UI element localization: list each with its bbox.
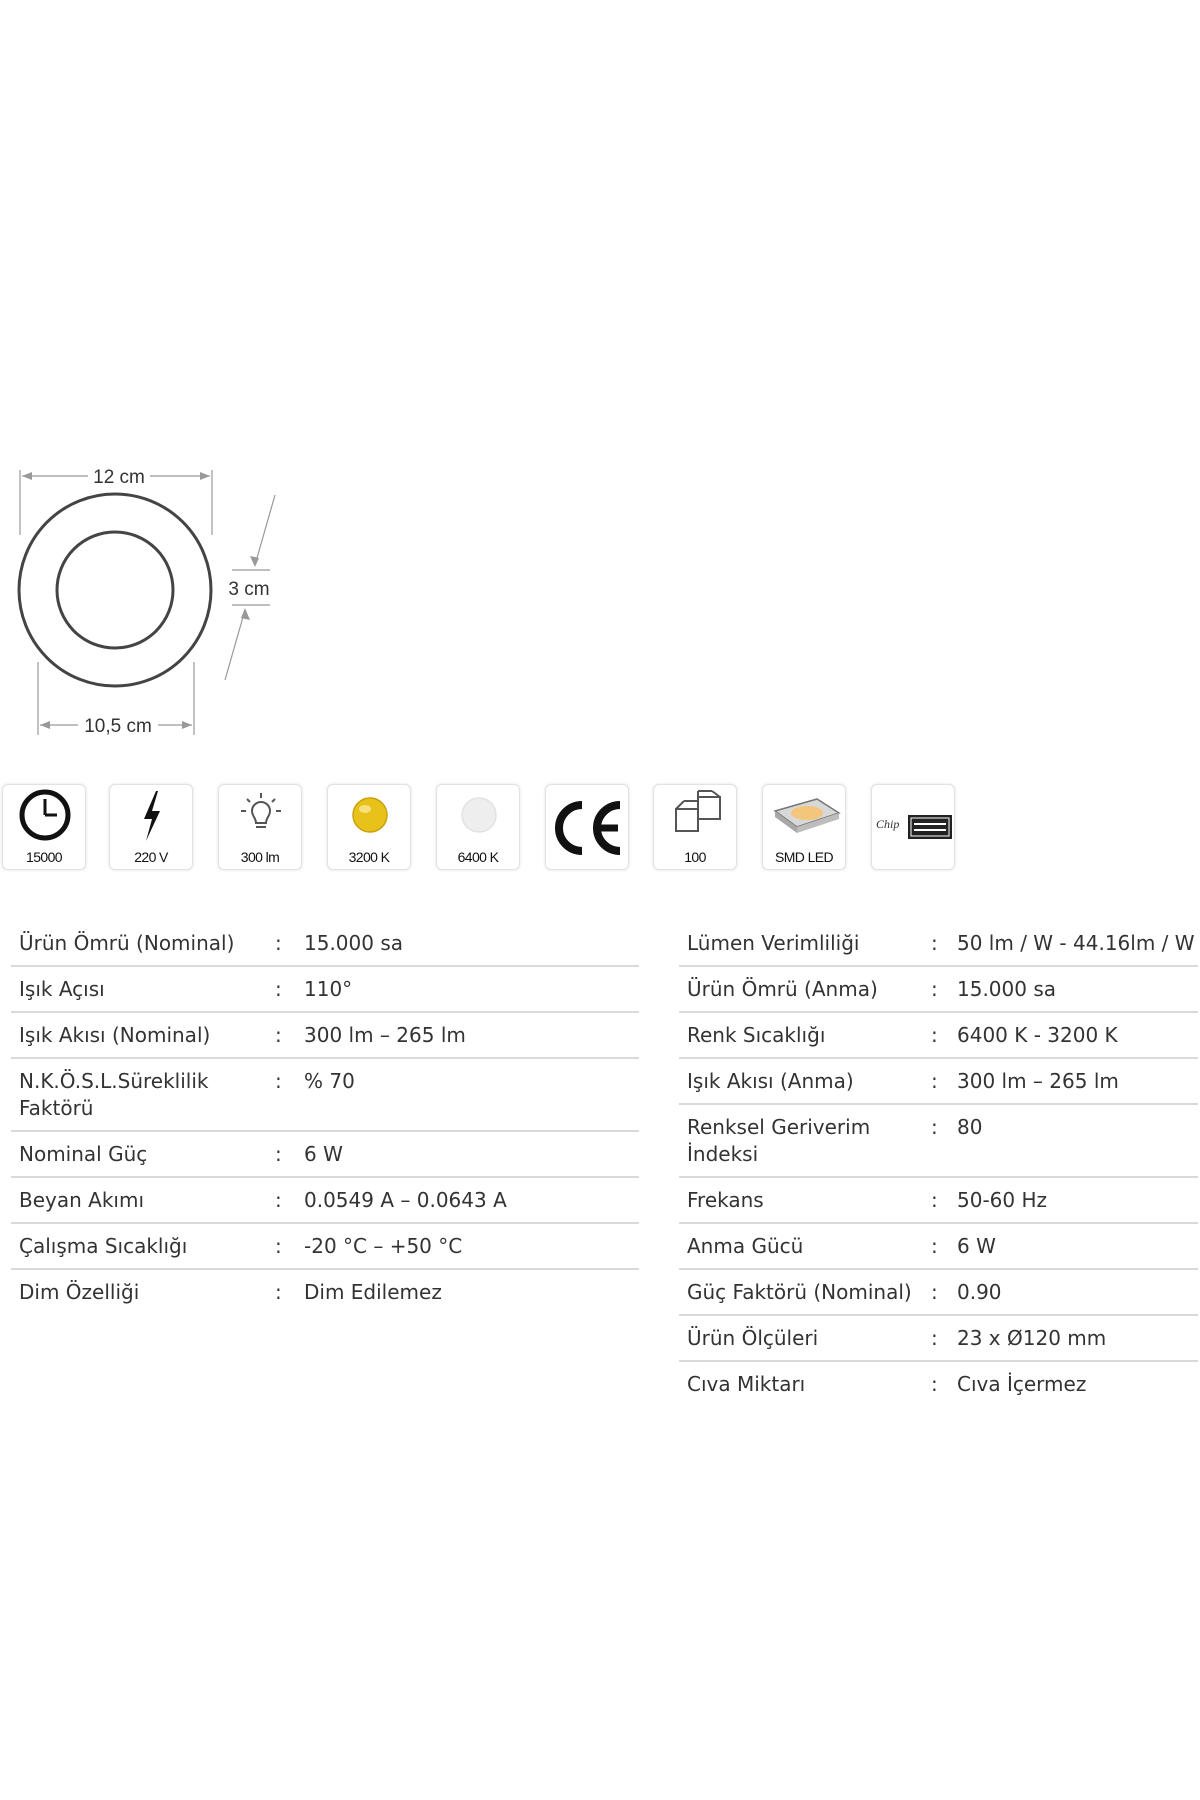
cold-color-badge [436, 784, 520, 870]
inner-diameter-label: 10,5 cm [84, 716, 152, 737]
spec-separator: : [269, 1131, 304, 1177]
spec-separator: : [927, 966, 957, 1012]
spec-separator: : [275, 1280, 282, 1304]
chip-badge [871, 784, 955, 870]
inner-ring [57, 532, 173, 648]
height-label: 3 cm [228, 579, 270, 600]
spec-row [679, 1058, 1198, 1104]
voltage-label: 220 V [134, 849, 168, 865]
package-badge [653, 784, 737, 870]
spec-row [11, 1177, 639, 1223]
spec-separator: : [927, 1012, 957, 1058]
spec-row [679, 1361, 1198, 1406]
spec-row [11, 1223, 639, 1269]
spec-key: Beyan Akımı [11, 1177, 269, 1223]
spec-key: Işık Akısı (Anma) [679, 1058, 927, 1104]
spec-key: Ürün Ömrü (Nominal) [11, 921, 269, 966]
spec-key: Işık Akısı (Nominal) [11, 1012, 269, 1058]
ce-badge [545, 784, 629, 870]
spec-separator: : [269, 1177, 304, 1223]
ce-mark-icon [546, 785, 630, 871]
lightning-icon [110, 785, 194, 847]
smd-led-icon [763, 785, 847, 847]
warm-color-badge [327, 784, 411, 870]
spec-value: 110° [304, 966, 639, 1012]
spec-row [679, 966, 1198, 1012]
spec-row [11, 1058, 639, 1131]
spec-value: 15.000 sa [957, 966, 1198, 1012]
lifetime-badge [2, 784, 86, 870]
spec-key: Renksel Geriverim İndeksi [679, 1104, 927, 1177]
spec-value: 0.90 [957, 1269, 1198, 1315]
dimension-diagram [0, 440, 300, 760]
spec-separator: : [269, 1058, 304, 1131]
feature-icons-row [0, 784, 1200, 876]
spec-value: 6 W [957, 1223, 1198, 1269]
spec-row [679, 1012, 1198, 1058]
spec-separator: : [269, 1223, 304, 1269]
spec-key: Dim Özelliği [19, 1280, 140, 1304]
spec-key: Lümen Verimliliği [679, 921, 927, 966]
spec-value: 6 W [304, 1131, 639, 1177]
spec-value: 50 lm / W - 44.16lm / W [957, 921, 1198, 966]
spec-separator: : [931, 1372, 938, 1396]
spec-value: Cıva İçermez [957, 1372, 1087, 1396]
width-label: 12 cm [93, 467, 145, 488]
spec-row [679, 1223, 1198, 1269]
cold-light-icon [437, 785, 521, 847]
package-label: 100 [684, 849, 706, 865]
spec-table-left [11, 921, 639, 1314]
lifetime-label: 15000 [26, 849, 62, 865]
spec-separator: : [269, 966, 304, 1012]
spec-value: 300 lm – 265 lm [304, 1012, 639, 1058]
spec-value: 50-60 Hz [957, 1177, 1198, 1223]
voltage-badge [109, 784, 193, 870]
spec-value: 0.0549 A – 0.0643 A [304, 1177, 639, 1223]
spec-row [679, 1269, 1198, 1315]
spec-key: Cıva Miktarı [687, 1372, 806, 1396]
spec-key: Anma Gücü [679, 1223, 927, 1269]
spec-value: % 70 [304, 1058, 639, 1131]
spec-separator: : [927, 1058, 957, 1104]
spec-separator: : [927, 921, 957, 966]
spec-value: 15.000 sa [304, 921, 639, 966]
clock-icon [3, 785, 87, 845]
spec-key: Renk Sıcaklığı [679, 1012, 927, 1058]
chip-label: Chip [876, 817, 900, 831]
spec-separator: : [927, 1269, 957, 1315]
spec-value: 300 lm – 265 lm [957, 1058, 1198, 1104]
spec-row [11, 966, 639, 1012]
spec-key: N.K.Ö.S.L.Süreklilik Faktörü [11, 1058, 269, 1131]
warm-light-icon [328, 785, 412, 847]
spec-separator: : [927, 1315, 957, 1361]
spec-separator: : [927, 1177, 957, 1223]
spec-key: Ürün Ölçüleri [679, 1315, 927, 1361]
spec-separator: : [269, 921, 304, 966]
warm-color-label: 3200 K [348, 849, 390, 865]
spec-row [679, 1104, 1198, 1177]
spec-value: 6400 K - 3200 K [957, 1012, 1198, 1058]
lumen-label: 300 lm [240, 849, 280, 865]
spec-key: Ürün Ömrü (Anma) [679, 966, 927, 1012]
lumen-badge [218, 784, 302, 870]
outer-ring [19, 494, 211, 686]
led-type-label: SMD LED [774, 849, 834, 865]
spec-row [11, 1131, 639, 1177]
spec-key: Çalışma Sıcaklığı [11, 1223, 269, 1269]
spec-value: Dim Edilemez [304, 1280, 442, 1304]
spec-row [11, 1012, 639, 1058]
spec-row [679, 1315, 1198, 1361]
spec-row [679, 921, 1198, 966]
spec-separator: : [927, 1223, 957, 1269]
spec-key: Işık Açısı [11, 966, 269, 1012]
spec-value: -20 °C – +50 °C [304, 1223, 639, 1269]
spec-separator: : [927, 1104, 957, 1177]
spec-key: Nominal Güç [11, 1131, 269, 1177]
spec-key: Güç Faktörü (Nominal) [679, 1269, 927, 1315]
spec-row [11, 1269, 639, 1314]
spec-value: 80 [957, 1104, 1198, 1177]
led-type-badge [762, 784, 846, 870]
box-icon [654, 785, 738, 847]
cold-color-label: 6400 K [457, 849, 499, 865]
chip-icon [872, 785, 956, 871]
spec-separator: : [269, 1012, 304, 1058]
bulb-icon [219, 785, 303, 847]
spec-row [11, 921, 639, 966]
spec-value: 23 x Ø120 mm [957, 1315, 1198, 1361]
spec-table-right [679, 921, 1198, 1406]
spec-key: Frekans [679, 1177, 927, 1223]
spec-row [679, 1177, 1198, 1223]
